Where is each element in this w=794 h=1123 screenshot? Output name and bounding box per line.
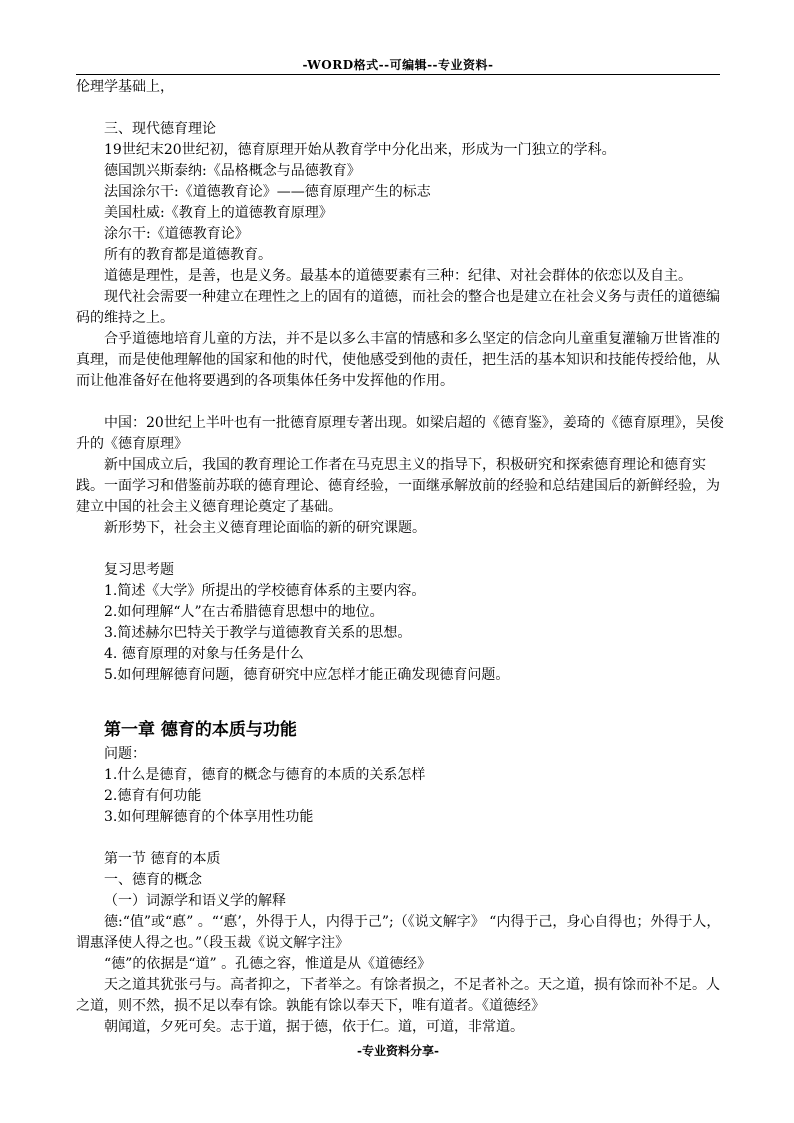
- list-item: 5.如何理解德育问题，德育研究中应怎样才能正确发现德育问题。: [104, 667, 510, 683]
- page-header: -WORD格式--可编辑--专业资料-: [302, 58, 494, 72]
- document-body: [76, 77, 724, 1038]
- paragraph: 美国杜威:《教育上的道德教育原理》: [104, 205, 333, 221]
- list-item: 2.德育有何功能: [104, 788, 202, 804]
- subsection-heading: 一、德育的概念: [104, 872, 202, 888]
- list-item: 2.如何理解“人”在古希腊德育思想中的地位。: [104, 604, 384, 620]
- paragraph: 合乎道德地培育儿童的方法，并不是以多么丰富的情感和多么坚定的信念向儿童重复灌输万世皆准的真理，而是使他理解他的国家和他的时代，使他感受到他的责任，把生活的基本知识和技能传授给他，从而让他准备好在他将要遇到的各项集体任务中发挥他的作用。: [76, 331, 720, 389]
- chapter-title: 第一章 德育的本质与功能: [104, 720, 297, 740]
- paragraph: 涂尔干:《道德教育论》: [104, 226, 249, 242]
- section-heading: 第一节 德育的本质: [104, 851, 221, 867]
- paragraph: 德:“值”或“悳” 。“‘悳’，外得于人，内得于己”;（《说文解字》 “内得于己，身心自得也；外得于人，谓惠泽使人得之也。”（段玉裁《说文解字注》: [76, 914, 721, 951]
- paragraph: 中国：20世纪上半叶也有一批德育原理专著出现。如梁启超的《德育鉴》，姜琦的《德育原理》，吴俊升的《德育原理》: [76, 415, 724, 452]
- paragraph: 天之道其犹张弓与。高者抑之，下者举之。有馀者损之，不足者补之。天之道，损有馀而补不足。人之道，则不然，损不足以奉有馀。孰能有馀以奉天下，唯有道者。《道德经》: [76, 977, 720, 1014]
- list-item: 4. 德育原理的对象与任务是什么: [104, 646, 304, 662]
- paragraph: 新中国成立后，我国的教育理论工作者在马克思主义的指导下，积极研究和探索德育理论和德育实践。一面学习和借鉴前苏联的德育理论、德育经验，一面继承解放前的经验和总结建国后的新鲜经验，为建立中国的社会主义德育理论奠定了基础。: [76, 457, 720, 515]
- paragraph: 道德是理性，是善，也是义务。最基本的道德要素有三种：纪律、对社会群体的依恋以及自主。: [104, 268, 692, 284]
- list-item: 3.简述赫尔巴特关于教学与道德教育关系的思想。: [104, 625, 412, 641]
- paragraph: “德”的依据是“道” 。孔德之容，惟道是从《道德经》: [104, 956, 432, 972]
- paragraph: 现代社会需要一种建立在理性之上的固有的道德，而社会的整合也是建立在社会义务与责任的道德编码的维持之上。: [76, 289, 720, 326]
- header-divider: [76, 74, 720, 75]
- section-heading: 三、现代德育理论: [104, 121, 216, 137]
- paragraph: 所有的教育都是道德教育。: [104, 247, 272, 263]
- subsection-heading: （一）词源学和语义学的解释: [104, 893, 286, 909]
- list-item: 1.什么是德育，德育的概念与德育的本质的关系怎样: [104, 767, 426, 783]
- list-item: 1.简述《大学》所提出的学校德育体系的主要内容。: [104, 583, 426, 599]
- review-heading: 复习思考题: [104, 562, 174, 578]
- questions-heading: 问题：: [104, 746, 146, 762]
- paragraph: 朝闻道，夕死可矣。志于道，据于德，依于仁。道，可道，非常道。: [104, 1019, 524, 1035]
- paragraph: 新形势下，社会主义德育理论面临的新的研究课题。: [104, 520, 426, 536]
- paragraph: 19世纪末20世纪初，德育原理开始从教育学中分化出来，形成为一门独立的学科。: [104, 142, 616, 158]
- list-item: 3.如何理解德育的个体享用性功能: [104, 809, 314, 825]
- paragraph: 德国凯兴斯泰纳:《品格概念与品德教育》: [104, 163, 361, 179]
- paragraph: 伦理学基础上，: [76, 79, 174, 95]
- paragraph: 法国涂尔干:《道德教育论》——德育原理产生的标志: [104, 184, 431, 200]
- page-footer: -专业资料分享-: [357, 1044, 439, 1058]
